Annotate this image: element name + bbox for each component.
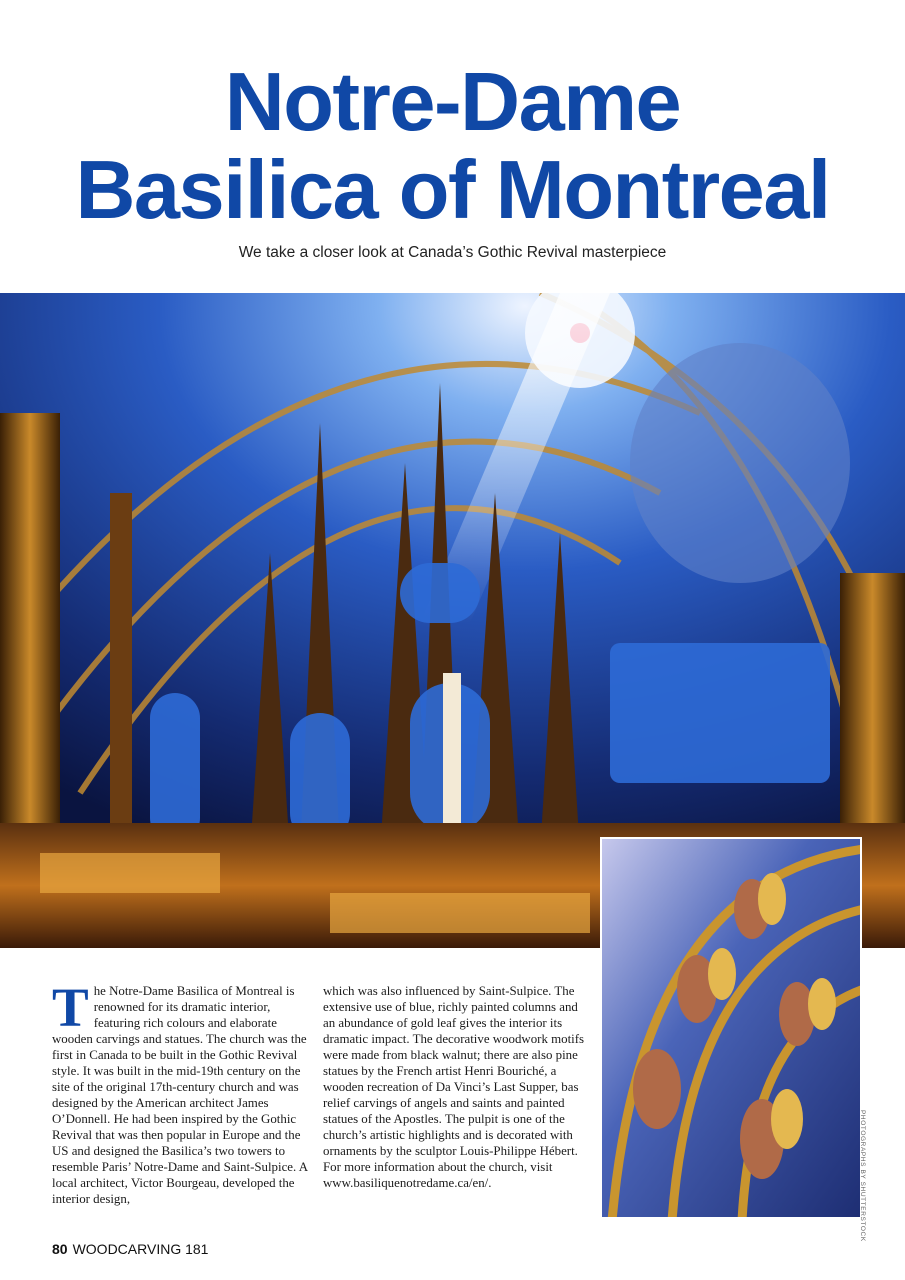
- page-number: 80: [52, 1241, 68, 1257]
- drop-cap: T: [52, 977, 89, 1038]
- body-text-more-info: For more information about the church, visit www.basiliquenotredame.ca/en/.: [323, 1160, 553, 1190]
- body-text-2: which was also influenced by Saint-Sulpice. The extensive use of blue, richly painted columns and an abundance of gold leaf gives the interior its dramatic impact. The decorative woodwork motifs were made from black walnut; there are also pine statues by the French artist Henri Bouriché, a wooden recreation of Da Vinci’s Last Supper, bas relief carvings of angels and saints and painted statues of the Apostles. The pulpit is one of the church’s artistic highlights and is decorated with ornaments by the sculptor Louis-Philippe Hébert.: [323, 984, 585, 1158]
- page-footer: [52, 1241, 208, 1257]
- body-column-1: [52, 977, 314, 1207]
- article-title: [0, 55, 905, 236]
- body-text-1: he Notre-Dame Basilica of Montreal is renowned for its dramatic interior, featuring rich colours and elaborate wooden carvings and statues. The church was the first in Canada to be built in the Gothic Revival style. It was built in the mid-19th century on the site of the original 17th-century church and was designed by the American architect James O’Donnell. He had been inspired by the Gothic Revival that was then popular in Europe and the US and designed the Basilica’s two towers to resemble Paris’ Notre-Dame and Saint-Sulpice. A local architect, Victor Bourgeau, developed the interior design,: [52, 984, 308, 1206]
- title-line-2: Basilica of Montreal: [75, 143, 830, 236]
- photo-credit: PHOTOGRAPHS BY SHUTTERSTOCK: [859, 1110, 866, 1242]
- body-column-2: [323, 983, 585, 1191]
- title-line-1: Notre-Dame: [224, 55, 681, 148]
- angel-carvings-photo: [600, 837, 862, 1219]
- magazine-name: WOODCARVING 181: [72, 1241, 209, 1257]
- article-subtitle: We take a closer look at Canada’s Gothic Revival masterpiece: [238, 244, 667, 261]
